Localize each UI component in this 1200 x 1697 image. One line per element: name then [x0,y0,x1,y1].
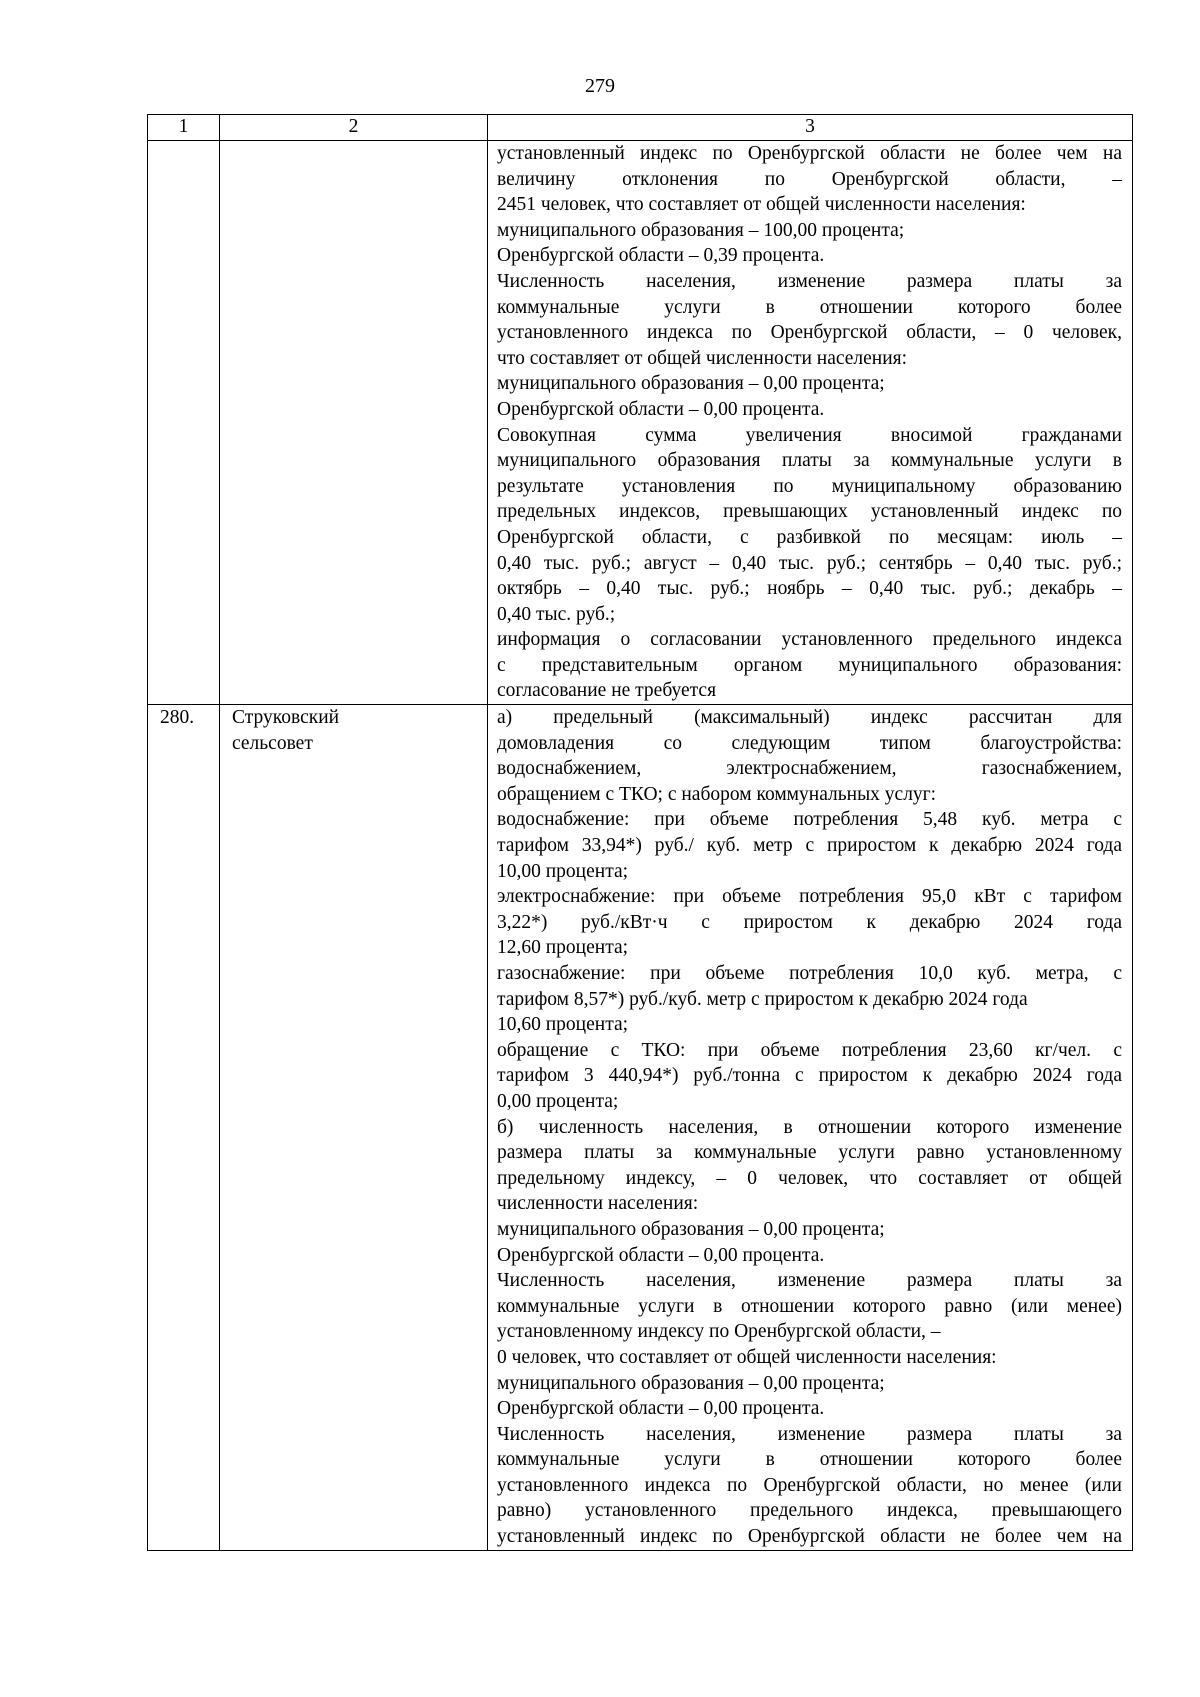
text-line: муниципального образования – 100,00 процента; [497,219,905,241]
tariff-table [147,114,1133,1551]
header-col-3: 3 [488,115,1133,141]
text-line: величину отклонения по Оренбургской области, – [497,168,1122,190]
text-line: размера платы за коммунальные услуги равно установленному [497,1142,1122,1164]
text-line: водоснабжение: при объеме потребления 5,48 куб. метра с [497,809,1122,831]
text-line: результате установления по муниципальному образованию [497,475,1122,497]
text-line: 0,00 процента; [497,1090,619,1112]
text-line: муниципального образования – 0,00 процента; [497,1372,885,1394]
text-line: коммунальные услуги в отношении которого равно (или менее) [497,1295,1122,1317]
table-row-continuation [148,141,1133,705]
text-line: Совокупная сумма увеличения вносимой гражданами [497,424,1122,446]
text-line: муниципального образования платы за коммунальные услуги в [497,450,1122,472]
text-line: с представительным органом муниципального образования: [497,654,1122,676]
text-line: тарифом 3 440,94*) руб./тонна с приростом к декабрю 2024 года [497,1065,1122,1087]
text-line: установленный индекс по Оренбургской области не более чем на [497,1526,1122,1548]
text-line: численности населения: [497,1193,699,1215]
text-line: установленного индекса по Оренбургской области, но менее (или [497,1474,1122,1496]
row-number-cell [148,141,220,705]
text-line: обращением с ТКО; с набором коммунальных услуг: [497,783,937,805]
text-line: Оренбургской области – 0,00 процента. [497,398,825,420]
row-name-cell [220,141,488,705]
text-line: газоснабжение: при объеме потребления 10,0 куб. метра, с [497,963,1122,984]
settlement-name-line: сельсовет [232,732,313,754]
text-line: 2451 человек, что составляет от общей численности населения: [497,194,1026,216]
text-line: а) предельный (максимальный) индекс рассчитан для [497,707,1122,729]
text-line: октябрь – 0,40 тыс. руб.; ноябрь – 0,40 тыс. руб.; декабрь – [497,578,1122,600]
row-text-cell [488,141,1133,705]
text-line: обращение с ТКО: при объеме потребления 23,60 кг/чел. с [497,1039,1122,1061]
text-line: коммунальные услуги в отношении которого более [497,1449,1122,1471]
text-line: Оренбургской области – 0,39 процента. [497,245,825,267]
row-name-cell [220,705,488,1551]
text-line: установленный индекс по Оренбургской области не более чем на [497,143,1122,164]
text-line: 0,40 тыс. руб.; [497,603,616,625]
text-line: тарифом 33,94*) руб./ куб. метр с приростом к декабрю 2024 года [497,835,1122,857]
text-line: 3,22*) руб./кВт·ч с приростом к декабрю 2024 года [497,911,1122,933]
text-line: установленного индекса по Оренбургской области, – 0 человек, [497,322,1122,344]
text-line: 12,60 процента; [497,937,629,959]
text-line: Оренбургской области – 0,00 процента. [497,1398,825,1420]
text-line: коммунальные услуги в отношении которого более [497,296,1122,318]
text-line: 0 человек, что составляет от общей численности населения: [497,1346,997,1368]
text-line: предельных индексов, превышающих установленный индекс по [497,501,1122,523]
table-header-row [148,115,1133,141]
text-line: муниципального образования – 0,00 процента; [497,373,885,395]
text-line: домовладения со следующим типом благоустройства: [497,732,1122,754]
text-line: что составляет от общей численности населения: [497,347,908,369]
text-line: б) численность населения, в отношении которого изменение [497,1116,1122,1138]
text-line: муниципального образования – 0,00 процента; [497,1218,885,1240]
text-line: установленному индексу по Оренбургской области, – [497,1321,941,1343]
text-line: согласование не требуется [497,680,717,702]
settlement-name-line: Струковский [232,707,340,729]
text-line: тарифом 8,57*) руб./куб. метр с приростом к декабрю 2024 года [497,988,1028,1010]
text-line: Оренбургской области – 0,00 процента. [497,1244,825,1266]
text-line: 10,60 процента; [497,1014,629,1036]
text-line: 10,00 процента; [497,860,629,882]
text-line: Численность населения, изменение размера платы за [497,1423,1122,1445]
row-text-cell [488,705,1133,1551]
text-line: Оренбургской области, с разбивкой по месяцам: июль – [497,526,1122,548]
text-line: Численность населения, изменение размера платы за [497,1270,1122,1292]
page-number: 279 [585,75,615,97]
row-number-cell: 280. [148,705,220,1551]
text-line: Численность населения, изменение размера платы за [497,270,1122,292]
header-col-1: 1 [148,115,220,141]
text-line: 0,40 тыс. руб.; август – 0,40 тыс. руб.; сентябрь – 0,40 тыс. руб.; [497,552,1122,574]
text-line: предельному индексу, – 0 человек, что составляет от общей [497,1167,1122,1189]
text-line: равно) установленного предельного индекса, превышающего [497,1500,1122,1522]
text-line: электроснабжение: при объеме потребления 95,0 кВт с тарифом [497,886,1122,908]
table-row-280 [148,705,1133,1551]
text-line: информация о согласовании установленного предельного индекса [497,629,1122,651]
text-line: водоснабжением, электроснабжением, газоснабжением, [497,758,1122,780]
header-col-2: 2 [220,115,488,141]
